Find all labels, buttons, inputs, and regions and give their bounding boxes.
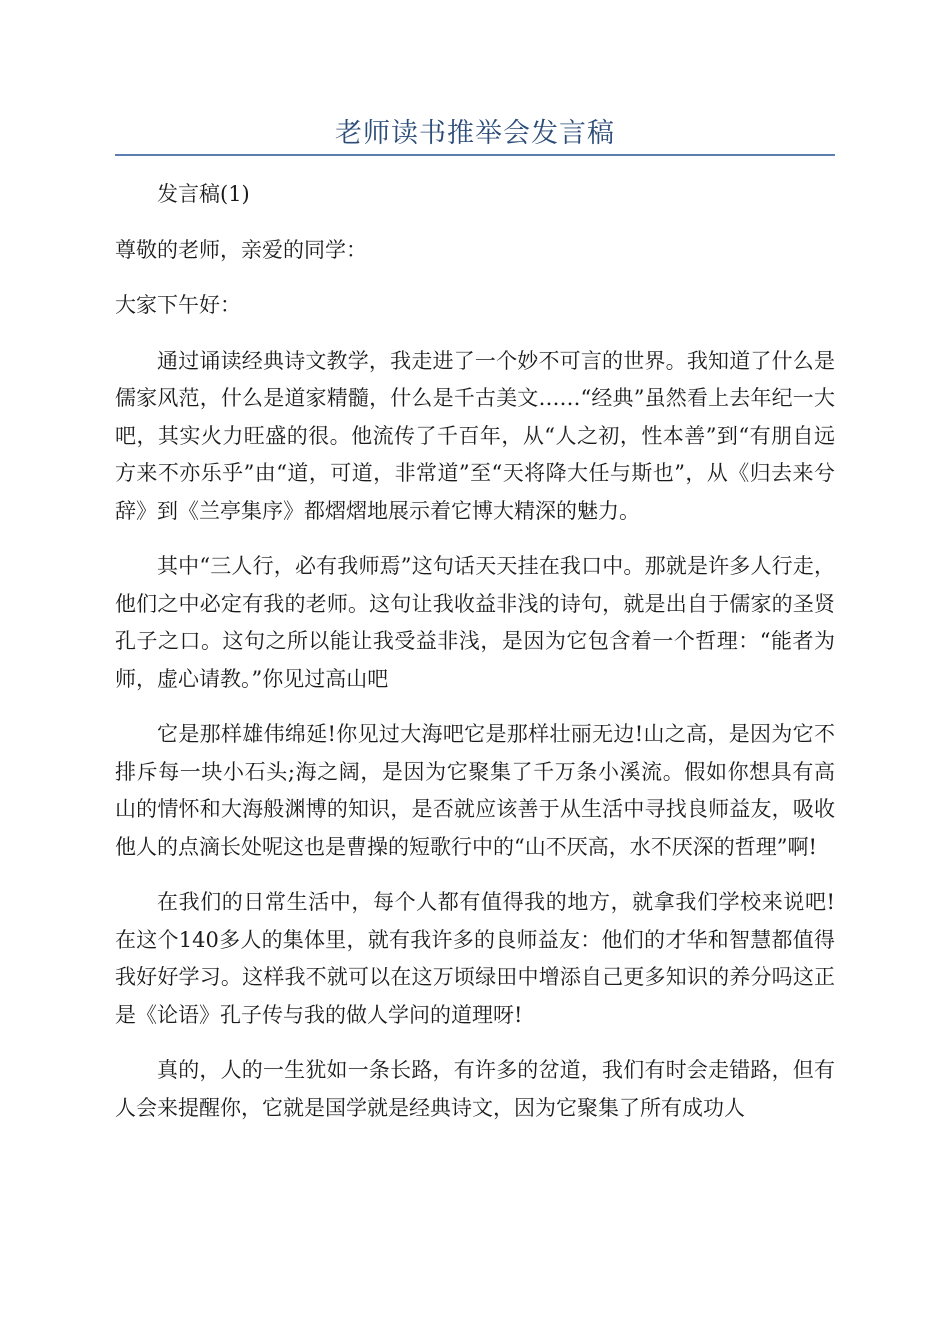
document-title: 老师读书推举会发言稿 <box>335 118 615 149</box>
paragraph: 其中“三人行，必有我师焉”这句话天天挂在我口中。那就是许多人行走，他们之中必定有我的老师。这句让我收益非浅的诗句，就是出自于儒家的圣贤孔子之口。这句之所以能让我受益非浅，是因为它包含着一个哲理：“能者为师，虚心请教。”你见过高山吧 <box>115 554 835 691</box>
document-body <box>115 176 835 1145</box>
paragraph-greeting: 大家下午好： <box>115 293 241 317</box>
paragraph: 在我们的日常生活中，每个人都有值得我的地方，就拿我们学校来说吧!在这个140多人的集体里，就有我许多的良师益友：他们的才华和智慧都值得我好好学习。这样我不就可以在这万顷绿田中增添自己更多知识的养分吗这正是《论语》孔子传与我的做人学问的道理呀! <box>115 890 835 1027</box>
paragraph: 它是那样雄伟绵延!你见过大海吧它是那样壮丽无边!山之高，是因为它不排斥每一块小石头;海之阔，是因为它聚集了千万条小溪流。假如你想具有高山的情怀和大海般渊博的知识，是否就应该善于从生活中寻找良师益友，吸收他人的点滴长处呢这也是曹操的短歌行中的“山不厌高，水不厌深的哲理”啊! <box>115 722 835 859</box>
paragraph-heading: 发言稿(1) <box>157 182 250 206</box>
paragraph-salutation: 尊敬的老师，亲爱的同学： <box>115 237 367 262</box>
title-underline <box>115 154 835 156</box>
paragraph: 通过诵读经典诗文教学，我走进了一个妙不可言的世界。我知道了什么是儒家风范，什么是道家精髓，什么是千古美文……“经典”虽然看上去年纪一大吧，其实火力旺盛的很。他流传了千百年，从“人之初，性本善”到“有朋自远方来不亦乐乎”由“道，可道，非常道”至“天将降大任与斯也”，从《归去来兮辞》到《兰亭集序》都熠熠地展示着它博大精深的魅力。 <box>115 348 835 523</box>
paragraph: 真的，人的一生犹如一条长路，有许多的岔道，我们有时会走错路，但有人会来提醒你，它就是国学就是经典诗文，因为它聚集了所有成功人 <box>115 1058 835 1120</box>
